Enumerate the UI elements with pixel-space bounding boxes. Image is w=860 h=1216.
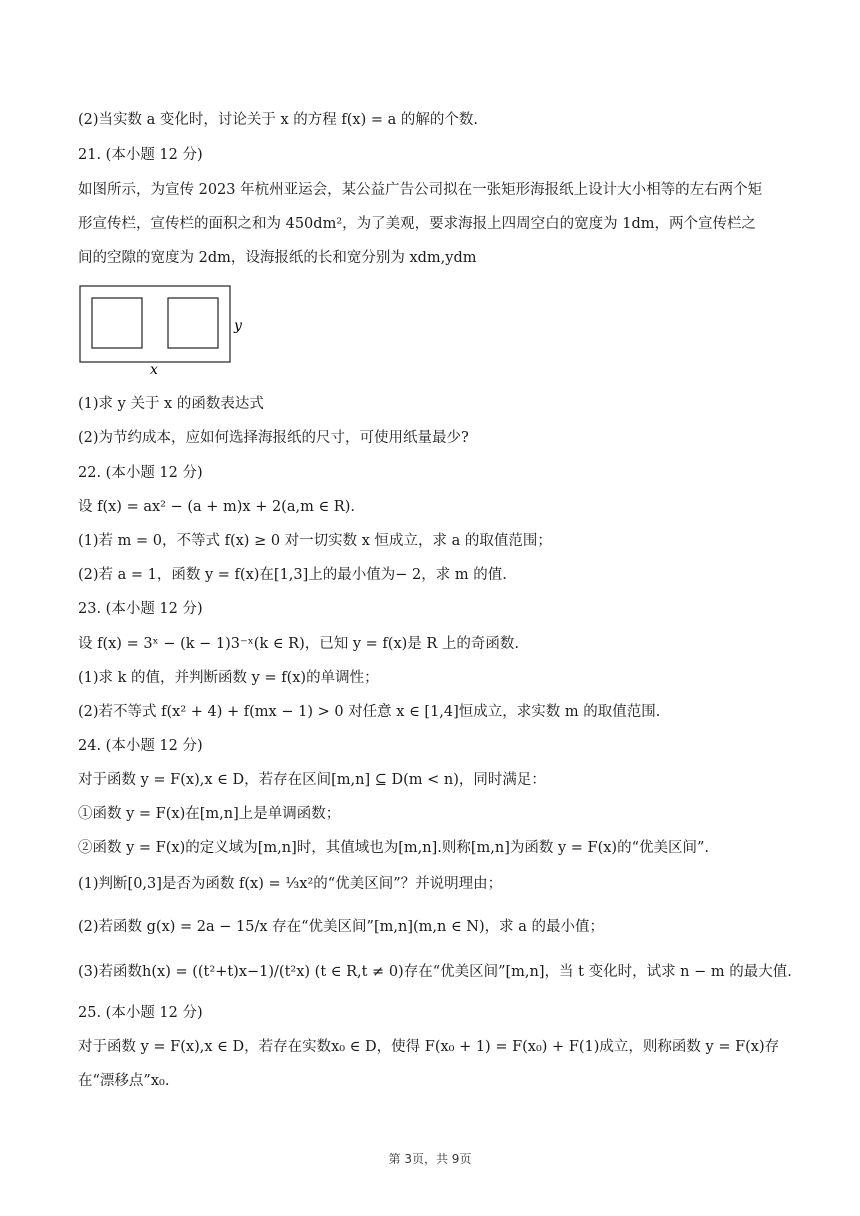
- poster-label-x: x: [150, 362, 158, 376]
- poster-diagram-svg: [78, 284, 253, 376]
- q21-text-line1: 如图所示，为宣传 2023 年杭州亚运会，某公益广告公司拟在一张矩形海报纸上设计大小相等的左右两个矩: [78, 182, 763, 198]
- poster-outer-rect: [80, 286, 230, 362]
- q21-heading: 21. (本小题 12 分): [78, 147, 203, 163]
- q23-part1: (1)求 k 的值，并判断函数 y = f(x)的单调性；: [78, 670, 379, 686]
- page-footer: 第 3页，共 9页: [388, 1152, 472, 1166]
- q21-part1: (1)求 y 关于 x 的函数表达式: [78, 396, 264, 412]
- q22-part2: (2)若 a = 1，函数 y = f(x)在[1,3]上的最小值为− 2，求 m 的值.: [78, 567, 507, 583]
- q24-condition2: ②函数 y = F(x)的定义域为[m,n]时，其值域也为[m,n].则称[m,n]为函数 y = F(x)的“优美区间”.: [78, 840, 710, 856]
- q22-definition: 设 f(x) = ax² − (a + m)x + 2(a,m ∈ R).: [78, 499, 355, 515]
- q24-heading: 24. (本小题 12 分): [78, 738, 203, 754]
- q25-text-line1: 对于函数 y = F(x),x ∈ D，若存在实数x₀ ∈ D，使得 F(x₀ + 1) = F(x₀) + F(1)成立，则称函数 y = F(x)存: [78, 1039, 780, 1055]
- q23-definition: 设 f(x) = 3ˣ − (k − 1)3⁻ˣ(k ∈ R)，已知 y = f(x)是 R 上的奇函数.: [78, 636, 520, 652]
- q23-heading: 23. (本小题 12 分): [78, 601, 203, 617]
- q24-part1: (1)判断[0,3]是否为函数 f(x) = ⅓x²的“优美区间”？并说明理由；: [78, 876, 503, 892]
- q25-heading: 25. (本小题 12 分): [78, 1005, 203, 1021]
- poster-right-panel: [168, 298, 218, 348]
- q24-definition: 对于函数 y = F(x),x ∈ D，若存在区间[m,n] ⊆ D(m < n)，同时满足：: [78, 772, 546, 788]
- q24-part2: (2)若函数 g(x) = 2a − 15/x 存在“优美区间”[m,n](m,n ∈ N)，求 a 的最小值；: [78, 919, 604, 935]
- q22-part1: (1)若 m = 0，不等式 f(x) ≥ 0 对一切实数 x 恒成立，求 a 的取值范围；: [78, 533, 552, 549]
- poster-diagram: [78, 284, 253, 376]
- q24-condition1: ①函数 y = F(x)在[m,n]上是单调函数；: [78, 806, 341, 822]
- q21-text-line3: 间的空隙的宽度为 2dm，设海报纸的长和宽分别为 xdm,ydm: [78, 250, 477, 266]
- poster-label-y: y: [234, 318, 242, 334]
- q23-part2: (2)若不等式 f(x² + 4) + f(mx − 1) > 0 对任意 x ∈ [1,4]恒成立，求实数 m 的取值范围.: [78, 704, 661, 720]
- poster-left-panel: [92, 298, 142, 348]
- q21-text-line2: 形宣传栏，宣传栏的面积之和为 450dm²，为了美观，要求海报上四周空白的宽度为 1dm，两个宣传栏之: [78, 216, 756, 232]
- q24-part3: (3)若函数h(x) = ((t²+t)x−1)/(t²x) (t ∈ R,t ≠ 0)存在“优美区间”[m,n]，当 t 变化时，试求 n − m 的最大值.: [78, 964, 792, 980]
- q22-heading: 22. (本小题 12 分): [78, 465, 203, 481]
- q25-text-line2: 在“漂移点”x₀.: [78, 1073, 170, 1089]
- q20-part2: (2)当实数 a 变化时，讨论关于 x 的方程 f(x) = a 的解的个数.: [78, 112, 478, 128]
- q21-part2: (2)为节约成本，应如何选择海报纸的尺寸，可使用纸量最少?: [78, 430, 469, 446]
